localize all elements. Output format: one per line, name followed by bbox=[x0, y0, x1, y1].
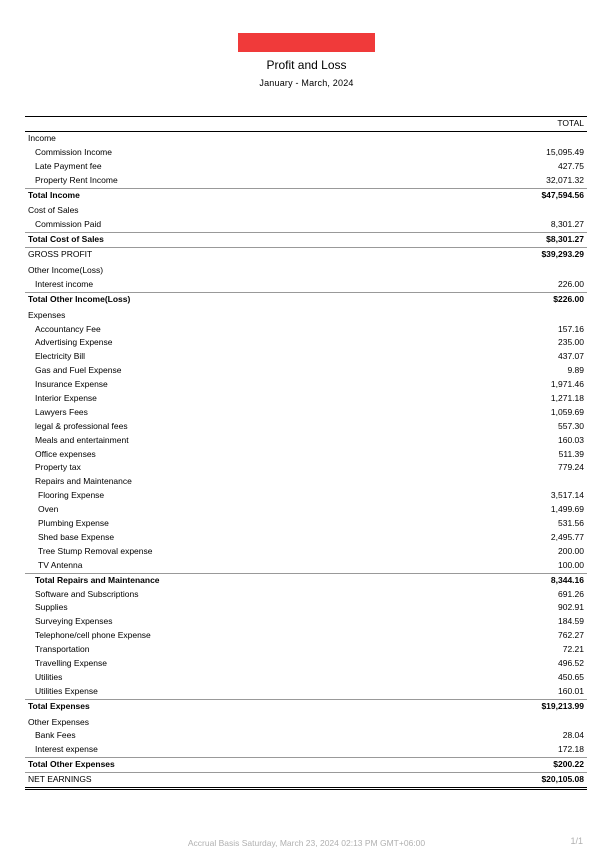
row-label: Gas and Fuel Expense bbox=[35, 365, 122, 376]
row-amount: 496.52 bbox=[558, 657, 584, 668]
row-label: Commission Paid bbox=[35, 219, 102, 230]
row-amount: $47,594.56 bbox=[541, 189, 584, 200]
company-logo-placeholder bbox=[238, 33, 375, 52]
row-amount: 184.59 bbox=[558, 616, 584, 627]
row-label: Office expenses bbox=[35, 448, 96, 459]
row-amount: 427.75 bbox=[558, 160, 584, 171]
table-row bbox=[25, 323, 587, 337]
row-label: Tree Stump Removal expense bbox=[38, 545, 153, 556]
row-label: Total Other Income(Loss) bbox=[28, 293, 131, 304]
row-amount: $39,293.29 bbox=[541, 249, 584, 260]
row-label: Total Expenses bbox=[28, 700, 90, 711]
page-number: 1/1 bbox=[570, 836, 583, 846]
table-row bbox=[25, 615, 587, 629]
row-label: Electricity Bill bbox=[35, 351, 86, 362]
row-amount: 437.07 bbox=[558, 351, 584, 362]
row-label: Property Rent Income bbox=[35, 174, 118, 185]
row-label: Accountancy Fee bbox=[35, 323, 101, 334]
total-row bbox=[25, 699, 587, 714]
table-row bbox=[25, 364, 587, 378]
row-label: Other Income(Loss) bbox=[28, 265, 104, 276]
row-amount: 235.00 bbox=[558, 337, 584, 348]
row-amount: 100.00 bbox=[558, 559, 584, 570]
row-label: Advertising Expense bbox=[35, 337, 113, 348]
table-row bbox=[25, 489, 587, 503]
row-amount: 3,517.14 bbox=[550, 490, 584, 501]
total-row bbox=[25, 292, 587, 307]
table-row bbox=[25, 434, 587, 448]
row-label: Lawyers Fees bbox=[35, 406, 88, 417]
row-amount: 450.65 bbox=[558, 671, 584, 682]
report-title: Profit and Loss bbox=[266, 58, 347, 72]
table-row bbox=[25, 336, 587, 350]
table-row bbox=[25, 729, 587, 743]
row-label: Insurance Expense bbox=[35, 379, 108, 390]
row-label: Total Income bbox=[28, 189, 80, 200]
table-row bbox=[25, 392, 587, 406]
row-label: Oven bbox=[38, 504, 59, 515]
row-label: Travelling Expense bbox=[35, 657, 107, 668]
row-amount: 226.00 bbox=[558, 278, 584, 289]
row-amount: 902.91 bbox=[558, 602, 584, 613]
row-label: Commission Income bbox=[35, 146, 112, 157]
table-body bbox=[25, 132, 587, 790]
section-row bbox=[25, 132, 587, 146]
row-label: Transportation bbox=[35, 644, 90, 655]
table-row bbox=[25, 601, 587, 615]
table-header bbox=[25, 116, 587, 132]
row-amount: 2,495.77 bbox=[550, 531, 584, 542]
row-label: Meals and entertainment bbox=[35, 434, 129, 445]
table-row bbox=[25, 743, 587, 757]
total-row bbox=[25, 232, 587, 247]
row-amount: 200.00 bbox=[558, 545, 584, 556]
table-row bbox=[25, 671, 587, 685]
table-row bbox=[25, 174, 587, 188]
row-label: Interest expense bbox=[35, 744, 98, 755]
total-row bbox=[25, 247, 587, 262]
row-amount: 511.39 bbox=[558, 448, 584, 459]
table-row bbox=[25, 218, 587, 232]
section-row bbox=[25, 309, 587, 323]
row-amount: 172.18 bbox=[558, 744, 584, 755]
total-row bbox=[25, 188, 587, 203]
row-label: Shed base Expense bbox=[38, 531, 115, 542]
table-row bbox=[25, 629, 587, 643]
row-amount: 32,071.32 bbox=[546, 174, 584, 185]
row-amount: $20,105.08 bbox=[541, 774, 584, 785]
table-row bbox=[25, 503, 587, 517]
row-amount: 762.27 bbox=[558, 630, 584, 641]
table-row bbox=[25, 643, 587, 657]
row-amount: 72.21 bbox=[562, 644, 584, 655]
row-amount: 8,301.27 bbox=[550, 219, 584, 230]
total-row bbox=[25, 757, 587, 772]
row-amount: 1,059.69 bbox=[550, 406, 584, 417]
row-amount: 1,499.69 bbox=[550, 504, 584, 515]
row-label: Software and Subscriptions bbox=[35, 588, 139, 599]
table-row bbox=[25, 685, 587, 699]
total-row bbox=[25, 772, 587, 790]
table-row bbox=[25, 559, 587, 573]
row-amount: 1,971.46 bbox=[550, 379, 584, 390]
row-amount: 531.56 bbox=[558, 518, 584, 529]
row-label: legal & professional fees bbox=[35, 420, 128, 431]
table-row bbox=[25, 406, 587, 420]
row-amount: $200.22 bbox=[553, 759, 584, 770]
row-amount: 779.24 bbox=[558, 462, 584, 473]
row-amount: 8,344.16 bbox=[550, 574, 584, 585]
column-header-total: TOTAL bbox=[557, 118, 584, 128]
row-amount: 160.01 bbox=[558, 685, 584, 696]
row-label: Interest income bbox=[35, 278, 94, 289]
report-period: January - March, 2024 bbox=[259, 78, 354, 88]
section-row bbox=[25, 204, 587, 218]
row-amount: $8,301.27 bbox=[546, 234, 584, 245]
section-row bbox=[25, 264, 587, 278]
row-amount: $226.00 bbox=[553, 293, 584, 304]
row-amount: 557.30 bbox=[558, 420, 584, 431]
total-row bbox=[25, 573, 587, 588]
row-label: Total Other Expenses bbox=[28, 759, 115, 770]
table-row bbox=[25, 545, 587, 559]
table-row bbox=[25, 146, 587, 160]
table-row bbox=[25, 420, 587, 434]
row-label: Income bbox=[28, 133, 56, 143]
row-label: Total Cost of Sales bbox=[28, 234, 104, 245]
profit-loss-table bbox=[25, 116, 587, 790]
table-row bbox=[25, 517, 587, 531]
row-label: Property tax bbox=[35, 462, 81, 473]
table-row bbox=[25, 278, 587, 292]
row-amount: 691.26 bbox=[558, 588, 584, 599]
table-row bbox=[25, 475, 587, 489]
table-row bbox=[25, 448, 587, 462]
section-row bbox=[25, 716, 587, 730]
table-row bbox=[25, 588, 587, 602]
row-label: Other Expenses bbox=[28, 716, 89, 727]
row-label: Utilities Expense bbox=[35, 685, 98, 696]
row-label: Total Repairs and Maintenance bbox=[35, 574, 160, 585]
table-row bbox=[25, 160, 587, 174]
table-row bbox=[25, 350, 587, 364]
row-label: Flooring Expense bbox=[38, 490, 105, 501]
table-row bbox=[25, 531, 587, 545]
row-label: Interior Expense bbox=[35, 393, 97, 404]
row-label: Plumbing Expense bbox=[38, 518, 109, 529]
table-row bbox=[25, 657, 587, 671]
table-row bbox=[25, 461, 587, 475]
row-label: GROSS PROFIT bbox=[28, 249, 93, 260]
row-amount: 160.03 bbox=[558, 434, 584, 445]
row-label: Expenses bbox=[28, 309, 66, 320]
row-label: Surveying Expenses bbox=[35, 616, 113, 627]
report-footer: Accrual Basis Saturday, March 23, 2024 02:13 PM GMT+06:00 bbox=[187, 838, 426, 848]
row-label: Utilities bbox=[35, 671, 63, 682]
row-label: TV Antenna bbox=[38, 559, 83, 570]
row-amount: $19,213.99 bbox=[541, 700, 584, 711]
row-amount: 1,271.18 bbox=[550, 393, 584, 404]
row-amount: 15,095.49 bbox=[546, 146, 584, 157]
row-label: Cost of Sales bbox=[28, 205, 79, 216]
row-amount: 157.16 bbox=[558, 323, 584, 334]
row-label: Repairs and Maintenance bbox=[35, 476, 132, 487]
row-label: NET EARNINGS bbox=[28, 774, 92, 785]
row-label: Bank Fees bbox=[35, 730, 76, 741]
row-label: Telephone/cell phone Expense bbox=[35, 630, 151, 641]
row-amount: 28.04 bbox=[562, 730, 584, 741]
row-label: Supplies bbox=[35, 602, 68, 613]
table-row bbox=[25, 378, 587, 392]
row-label: Late Payment fee bbox=[35, 160, 102, 171]
row-amount: 9.89 bbox=[567, 365, 584, 376]
